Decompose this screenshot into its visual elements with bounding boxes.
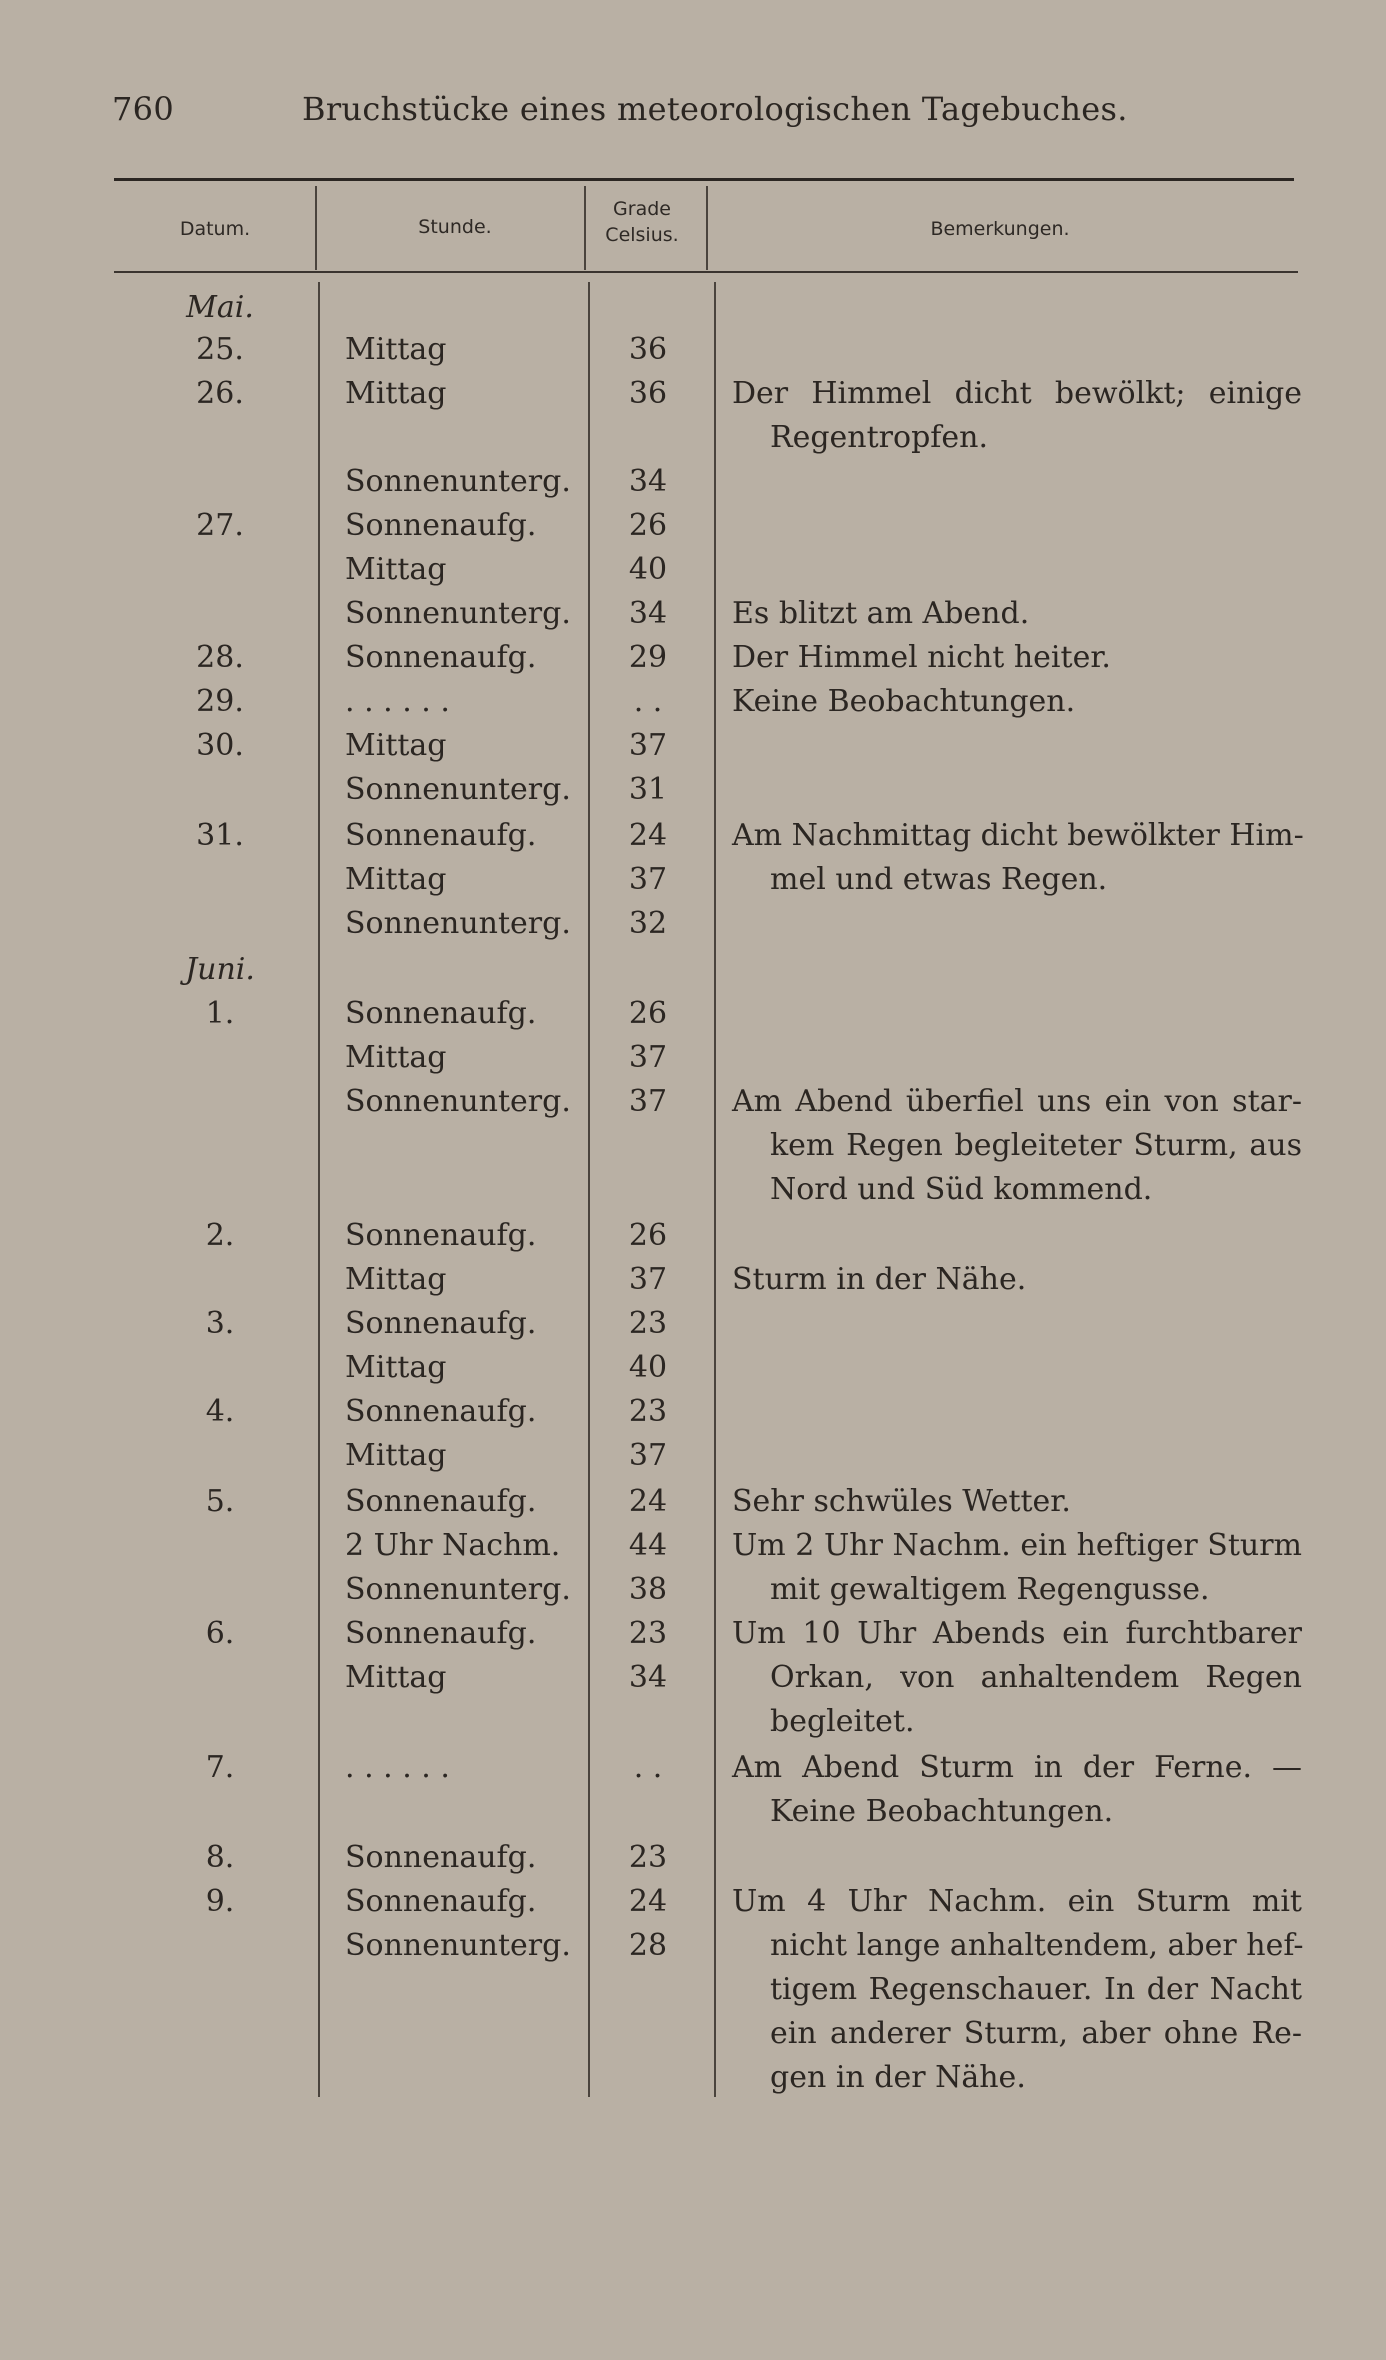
stunde-cell: Sonnenaufg.: [345, 640, 537, 675]
stunde-cell: Sonnenaufg.: [345, 508, 537, 543]
temperature-cell: 32: [628, 906, 668, 941]
stunde-cell: Sonnenunterg.: [345, 772, 571, 807]
stunde-cell: Sonnenaufg.: [345, 1884, 537, 1919]
stunde-cell: Sonnenunterg.: [345, 464, 571, 499]
stunde-cell: Sonnenunterg.: [345, 596, 571, 631]
bemerkung-cell: Der Himmel dicht bewölkt; einige: [732, 376, 1302, 411]
bemerkung-cell: Orkan, von anhaltendem Regen: [770, 1660, 1302, 1695]
bemerkung-cell: Um 4 Uhr Nachm. ein Sturm mit: [732, 1884, 1302, 1919]
stunde-cell: Mittag: [345, 376, 447, 411]
table-row: [0, 1616, 1386, 1660]
table-row: [0, 596, 1386, 640]
table-row: [0, 818, 1386, 862]
table-row: [0, 728, 1386, 772]
datum-cell: 8.: [205, 1840, 235, 1875]
table-row: [0, 1928, 1386, 1972]
temperature-cell: 24: [628, 1484, 668, 1519]
bemerkung-cell: Es blitzt am Abend.: [732, 596, 1030, 631]
table-row: [0, 906, 1386, 950]
temperature-cell: 29: [628, 640, 668, 675]
temperature-cell: 24: [628, 1884, 668, 1919]
table-row: [0, 1528, 1386, 1572]
bemerkung-cell: Sehr schwüles Wetter.: [732, 1484, 1071, 1519]
stunde-cell: Mittag: [345, 552, 447, 587]
table-row: [0, 996, 1386, 1040]
stunde-cell: Sonnenunterg.: [345, 1928, 571, 1963]
table-row: [0, 1840, 1386, 1884]
stunde-cell: Mittag: [345, 862, 447, 897]
stunde-cell: Mittag: [345, 728, 447, 763]
table-row: [0, 552, 1386, 596]
bemerkung-cell: mel und etwas Regen.: [770, 862, 1108, 897]
table-row: [0, 420, 1386, 464]
temperature-cell: 23: [628, 1616, 668, 1651]
temperature-cell: 23: [628, 1306, 668, 1341]
table-row: [0, 1484, 1386, 1528]
bemerkung-cell: Keine Beobachtungen.: [770, 1794, 1114, 1829]
datum-cell: 31.: [196, 818, 244, 853]
temperature-cell: 40: [628, 552, 668, 587]
bemerkung-cell: Nord und Süd kommend.: [770, 1172, 1153, 1207]
column-header-datum: Datum.: [179, 218, 251, 240]
column-header-grade-line2: Celsius.: [605, 224, 679, 246]
bemerkung-cell: ein anderer Sturm, aber ohne Re-: [770, 2016, 1302, 2051]
table-row: [0, 1040, 1386, 1084]
stunde-cell: Sonnenaufg.: [345, 1840, 537, 1875]
column-header-stunde: Stunde.: [418, 216, 492, 238]
bemerkung-cell: Sturm in der Nähe.: [732, 1262, 1027, 1297]
table-row: [0, 1262, 1386, 1306]
table-row: [0, 1704, 1386, 1748]
bemerkung-cell: gen in der Nähe.: [770, 2060, 1026, 2095]
table-row: [0, 1306, 1386, 1350]
stunde-cell: 2 Uhr Nachm.: [345, 1528, 561, 1563]
table-row: [0, 1750, 1386, 1794]
bemerkung-cell: Keine Beobachtungen.: [732, 684, 1076, 719]
datum-cell: 2.: [205, 1218, 235, 1253]
table-row: [0, 1172, 1386, 1216]
temperature-cell: 34: [628, 596, 668, 631]
datum-cell: 26.: [196, 376, 244, 411]
table-row: [0, 508, 1386, 552]
stunde-cell: Sonnenunterg.: [345, 1084, 571, 1119]
temperature-cell: 23: [628, 1840, 668, 1875]
stunde-cell: . . . . . .: [345, 684, 450, 719]
temperature-cell: 36: [628, 376, 668, 411]
column-header-bemerkungen: Bemerkungen.: [930, 218, 1070, 240]
table-row: [0, 772, 1386, 816]
datum-cell: 25.: [196, 332, 244, 367]
temperature-cell: 37: [628, 1262, 668, 1297]
table-row: [0, 1218, 1386, 1262]
bemerkung-cell: Um 10 Uhr Abends ein furchtbarer: [732, 1616, 1302, 1651]
table-row: [0, 1438, 1386, 1482]
datum-cell: 5.: [205, 1484, 235, 1519]
bemerkung-cell: Am Abend überfiel uns ein von star-: [732, 1084, 1302, 1119]
stunde-cell: Sonnenaufg.: [345, 1484, 537, 1519]
stunde-cell: Sonnenunterg.: [345, 906, 571, 941]
temperature-cell: 38: [628, 1572, 668, 1607]
datum-cell: 6.: [205, 1616, 235, 1651]
table-row: [0, 1084, 1386, 1128]
bemerkung-cell: nicht lange anhaltendem, aber hef-: [770, 1928, 1304, 1963]
stunde-cell: Sonnenunterg.: [345, 1572, 571, 1607]
table-row: [0, 952, 1386, 996]
temperature-cell: 34: [628, 1660, 668, 1695]
table-row: [0, 1394, 1386, 1438]
datum-cell: 7.: [205, 1750, 235, 1785]
temperature-cell: 37: [628, 862, 668, 897]
datum-cell: 4.: [205, 1394, 235, 1429]
table-row: [0, 1350, 1386, 1394]
stunde-cell: Sonnenaufg.: [345, 1394, 537, 1429]
temperature-cell: 24: [628, 818, 668, 853]
page-number: 760: [112, 90, 174, 128]
datum-cell: 30.: [196, 728, 244, 763]
temperature-cell: . .: [633, 684, 663, 719]
temperature-cell: 26: [628, 508, 668, 543]
bemerkung-cell: mit gewaltigem Regengusse.: [770, 1572, 1210, 1607]
stunde-cell: Sonnenaufg.: [345, 996, 537, 1031]
stunde-cell: Mittag: [345, 1350, 447, 1385]
temperature-cell: 34: [628, 464, 668, 499]
column-header-grade-line1: Grade: [613, 198, 671, 220]
datum-cell: 28.: [196, 640, 244, 675]
bemerkung-cell: kem Regen begleiteter Sturm, aus: [770, 1128, 1302, 1163]
table-row: [0, 862, 1386, 906]
datum-cell: 3.: [205, 1306, 235, 1341]
datum-cell: 29.: [196, 684, 244, 719]
table-row: [0, 1794, 1386, 1838]
stunde-cell: Mittag: [345, 332, 447, 367]
temperature-cell: 37: [628, 1438, 668, 1473]
table-row: [0, 332, 1386, 376]
datum-cell: 9.: [205, 1884, 235, 1919]
table-row: [0, 640, 1386, 684]
temperature-cell: 26: [628, 1218, 668, 1253]
table-row: [0, 376, 1386, 420]
table-row: [0, 1128, 1386, 1172]
table-row: [0, 1660, 1386, 1704]
datum-cell: Juni.: [185, 952, 255, 987]
table-row: [0, 1972, 1386, 2016]
stunde-cell: Sonnenaufg.: [345, 1218, 537, 1253]
bemerkung-cell: Der Himmel nicht heiter.: [732, 640, 1111, 675]
table-row: [0, 464, 1386, 508]
datum-cell: 1.: [205, 996, 235, 1031]
bemerkung-cell: Regentropfen.: [770, 420, 988, 455]
temperature-cell: 26: [628, 996, 668, 1031]
temperature-cell: 44: [628, 1528, 668, 1563]
table-row: [0, 684, 1386, 728]
bemerkung-cell: Um 2 Uhr Nachm. ein heftiger Sturm: [732, 1528, 1302, 1563]
datum-cell: 27.: [196, 508, 244, 543]
stunde-cell: Mittag: [345, 1262, 447, 1297]
table-row: [0, 2060, 1386, 2104]
table-row: [0, 290, 1386, 334]
temperature-cell: 37: [628, 728, 668, 763]
stunde-cell: Mittag: [345, 1040, 447, 1075]
bemerkung-cell: tigem Regenschauer. In der Nacht: [770, 1972, 1302, 2007]
bemerkung-cell: begleitet.: [770, 1704, 915, 1739]
temperature-cell: 31: [628, 772, 668, 807]
temperature-cell: 28: [628, 1928, 668, 1963]
temperature-cell: 23: [628, 1394, 668, 1429]
temperature-cell: . .: [633, 1750, 663, 1785]
stunde-cell: Sonnenaufg.: [345, 1306, 537, 1341]
bemerkung-cell: Am Nachmittag dicht bewölkter Him-: [732, 818, 1304, 853]
temperature-cell: 40: [628, 1350, 668, 1385]
running-title: Bruchstücke eines meteorologischen Tagebuches.: [302, 90, 1128, 128]
stunde-cell: Sonnenaufg.: [345, 818, 537, 853]
temperature-cell: 37: [628, 1040, 668, 1075]
temperature-cell: 37: [628, 1084, 668, 1119]
stunde-cell: Sonnenaufg.: [345, 1616, 537, 1651]
stunde-cell: Mittag: [345, 1660, 447, 1695]
datum-cell: Mai.: [186, 290, 254, 325]
stunde-cell: Mittag: [345, 1438, 447, 1473]
stunde-cell: . . . . . .: [345, 1750, 450, 1785]
bemerkung-cell: Am Abend Sturm in der Ferne. —: [732, 1750, 1302, 1785]
table-row: [0, 1884, 1386, 1928]
table-row: [0, 2016, 1386, 2060]
table-row: [0, 1572, 1386, 1616]
temperature-cell: 36: [628, 332, 668, 367]
